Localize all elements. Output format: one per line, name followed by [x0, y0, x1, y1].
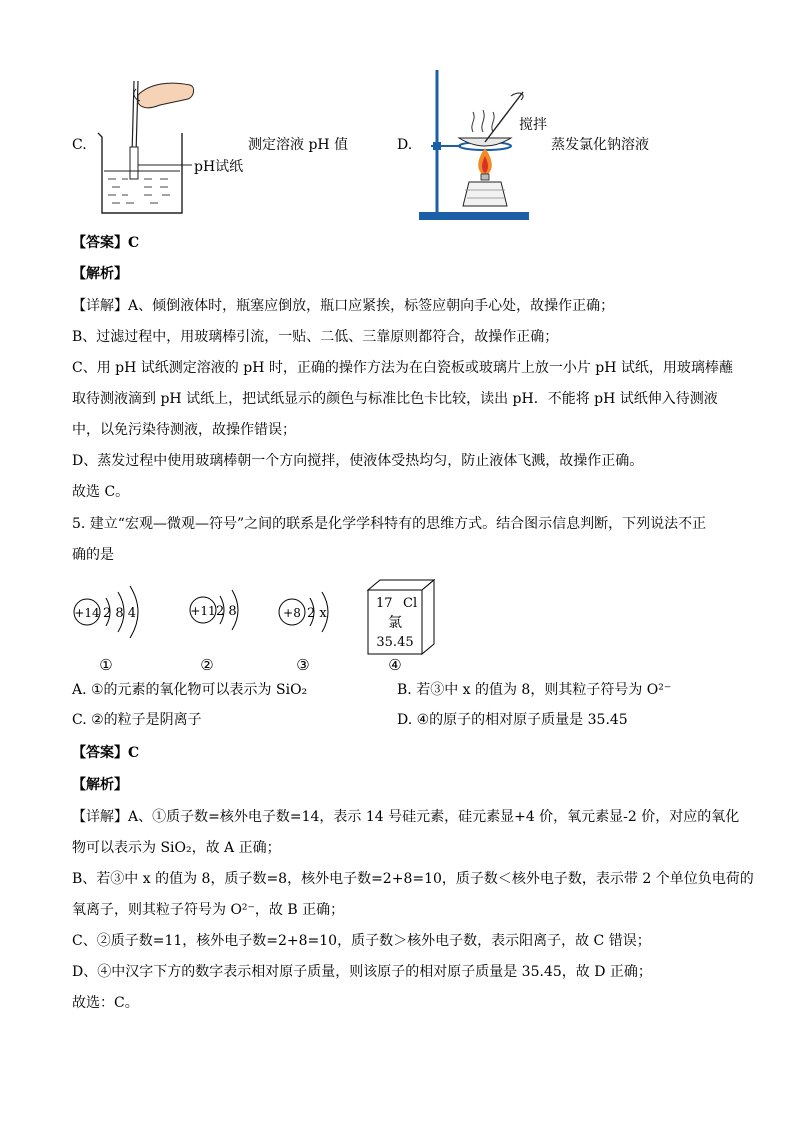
atom2-shells: 2 8 [216, 604, 237, 619]
answer-tag: 【答案】 [72, 235, 128, 251]
analysis-tag: 解析 [86, 266, 114, 282]
q5-line-6: D、④中汉字下方的数字表示相对原子质量，则该原子的相对原子质量是 35.45，故 D 正确； [72, 964, 652, 980]
q5-stem-line-1: 5. 建立“宏观—微观—符号”之间的联系是化学学科特有的思维方式。结合图示信息判断，下列说法不正 [72, 516, 707, 532]
q4-line-7: 故选 C。 [72, 484, 130, 500]
q4-analysis-title: 【解析】 [72, 266, 128, 282]
atom1-shells: 2 8 4 [103, 606, 137, 621]
q5-line-1: 【详解】A、①质子数=核外电子数=14，表示 14 号硅元素，硅元素显+4 价，氧元素显-2 价，对应的氧化 [72, 809, 740, 825]
element-cell-cube [368, 580, 434, 654]
ph-paper-label: pH试纸 [194, 159, 244, 175]
q5-line-7: 故选：C。 [72, 995, 139, 1011]
atom1-label: ① [99, 656, 113, 674]
q5-option-c: C. ②的粒子是阴离子 [72, 712, 202, 728]
q4-line-5: 中，以免污染待测液，故操作错误； [72, 422, 296, 438]
answer-value: C [128, 745, 140, 761]
answer-value: C [128, 235, 140, 251]
q5-option-d: D. ④的原子的相对原子质量是 35.45 [397, 712, 628, 728]
evaporation-illustration [415, 66, 545, 226]
atom3-shells: 2 x [307, 606, 327, 621]
atom-structure-diagrams [70, 578, 450, 678]
element-number: 17 [376, 596, 393, 611]
q4-line-3: C、用 pH 试纸测定溶液的 pH 时，正确的操作方法为在白瓷板或玻璃片上放一小片 pH 试纸，用玻璃棒蘸 [72, 360, 733, 376]
element-name: 氯 [388, 615, 402, 631]
q5-analysis-title: 【解析】 [72, 777, 128, 793]
q5-line-4: 氧离子，则其粒子符号为 O²⁻，故 B 正确； [72, 902, 345, 918]
q4-line-4: 取待测液滴到 pH 试纸上，把试纸显示的颜色与标准比色卡比较，读出 pH．不能将 pH 试纸伸入待测液 [72, 391, 718, 407]
q4-line-2: B、过滤过程中，用玻璃棒引流，一贴、二低、三靠原则都符合，故操作正确； [72, 329, 559, 345]
q5-line-2: 物可以表示为 SiO₂，故 A 正确； [72, 840, 281, 856]
atom2-label: ② [200, 656, 214, 674]
element-label: ④ [388, 656, 402, 674]
atom3-label: ③ [296, 656, 310, 674]
atom2-nucleus: +11 [190, 604, 216, 618]
ph-test-illustration [90, 75, 260, 220]
q4-line-6: D、蒸发过程中使用玻璃棒朝一个方向搅拌，使液体受热均匀，防止液体飞溅，故操作正确。 [72, 453, 644, 469]
option-d-caption: 蒸发氯化钠溶液 [551, 137, 649, 153]
element-symbol: Cl [403, 596, 418, 611]
option-d-label: D. [397, 137, 413, 153]
atom3-nucleus: +8 [283, 606, 301, 620]
q5-option-a: A. ①的元素的氧化物可以表示为 SiO₂ [72, 682, 308, 698]
atom1-nucleus: +14 [74, 606, 100, 620]
q4-answer [72, 233, 139, 253]
q5-answer [72, 743, 139, 763]
q5-option-b: B. 若③中 x 的值为 8，则其粒子符号为 O²⁻ [397, 682, 672, 698]
q5-line-5: C、②质子数=11，核外电子数=2+8=10，质子数＞核外电子数，表示阳离子，故 C 错误； [72, 933, 651, 949]
option-c-caption: 测定溶液 pH 值 [248, 137, 349, 153]
analysis-tag: 解析 [86, 777, 114, 793]
q5-line-3: B、若③中 x 的值为 8，质子数=8，核外电子数=2+8=10，质子数＜核外电子数，表示带 2 个单位负电荷的 [72, 871, 754, 887]
q5-stem-line-2: 确的是 [72, 547, 114, 563]
answer-tag: 【答案】 [72, 745, 128, 761]
option-c-label: C. [72, 137, 87, 153]
q4-line-1: 【详解】A、倾倒液体时，瓶塞应倒放，瓶口应紧挨，标签应朝向手心处，故操作正确； [72, 298, 615, 314]
element-mass: 35.45 [376, 635, 414, 650]
stir-label: 搅拌 [519, 117, 547, 133]
